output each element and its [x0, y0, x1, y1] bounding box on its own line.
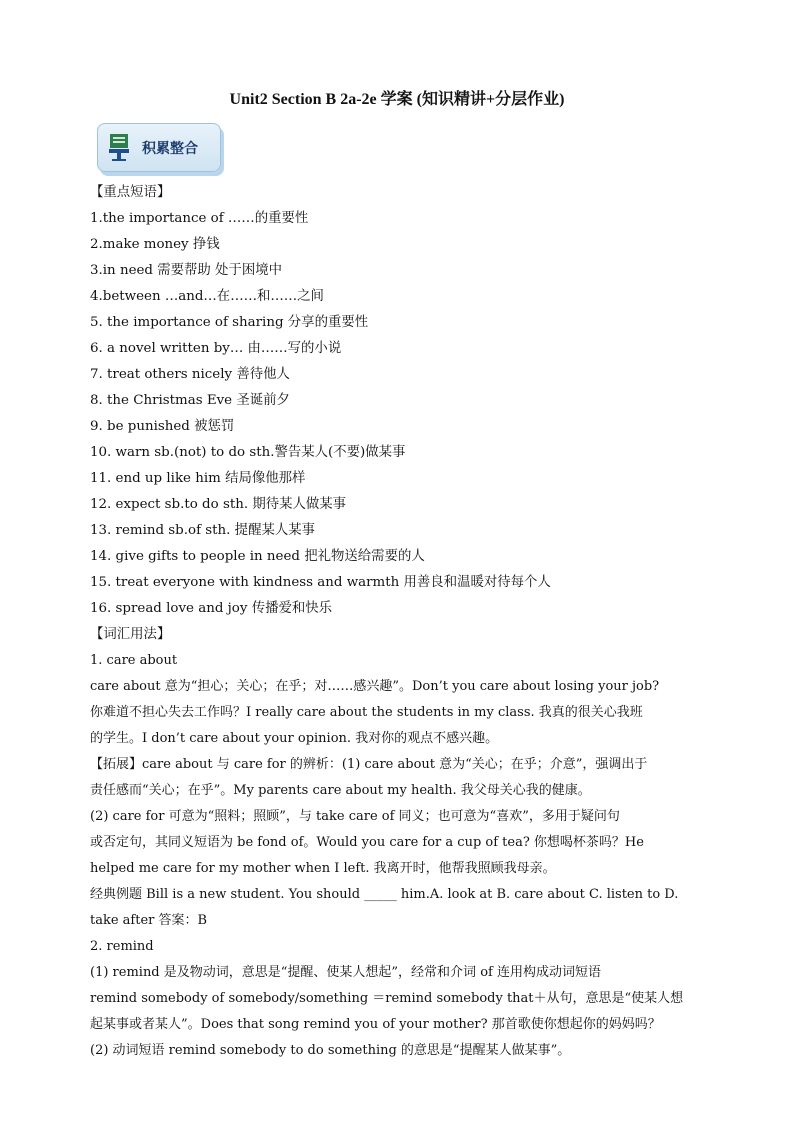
section-heading-vocab: 【词汇用法】 [90, 627, 171, 642]
vocab-line: (2) care for 可意为“照料；照顾”，与 take care of 同义；也可意为“喜欢”，多用于疑问句 [90, 809, 620, 824]
vocab-line: 经典例题 Bill is a new student. You should _____ him.A. look at B. care about C. listen to D. [90, 887, 679, 902]
document-body [90, 180, 710, 1064]
phrase-item: 1.the importance of ……的重要性 [90, 211, 309, 226]
phrase-item: 16. spread love and joy 传播爱和快乐 [90, 601, 333, 616]
vocab-line: remind somebody of somebody/something ＝remind somebody that＋从句，意思是“使某人想 [90, 991, 684, 1006]
phrase-item: 6. a novel written by… 由……写的小说 [90, 341, 342, 356]
vocab-line: 你难道不担心失去工作吗？I really care about the students in my class. 我真的很关心我班 [90, 705, 643, 720]
phrase-item: 11. end up like him 结局像他那样 [90, 471, 306, 486]
phrase-item: 8. the Christmas Eve 圣诞前夕 [90, 393, 290, 408]
vocab-line: take after 答案：B [90, 913, 208, 928]
vocab-line: 的学生。I don’t care about your opinion. 我对你的观点不感兴趣。 [90, 731, 499, 746]
phrase-item: 14. give gifts to people in need 把礼物送给需要的人 [90, 549, 425, 564]
page-title: Unit2 Section B 2a-2e 学案 (知识精讲+分层作业) [229, 91, 565, 108]
vocab-notes [90, 648, 710, 1064]
phrase-item: 9. be punished 被惩罚 [90, 419, 235, 434]
phrase-item: 15. treat everyone with kindness and warmth 用善良和温暖对待每个人 [90, 575, 551, 590]
phrase-item: 10. warn sb.(not) to do sth.警告某人(不要)做某事 [90, 445, 406, 460]
phrase-item: 13. remind sb.of sth. 提醒某人某事 [90, 523, 316, 538]
vocab-line: (2) 动词短语 remind somebody to do something 的意思是“提醒某人做某事”。 [90, 1043, 571, 1058]
vocab-line: helped me care for my mother when I left. 我离开时，他帮我照顾我母亲。 [90, 861, 556, 876]
phrase-item: 2.make money 挣钱 [90, 237, 220, 252]
vocab-line: 2. remind [90, 939, 154, 954]
phrase-item: 12. expect sb.to do sth. 期待某人做某事 [90, 497, 347, 512]
section-heading-phrases: 【重点短语】 [90, 185, 171, 200]
book-on-stand-icon [106, 132, 132, 162]
vocab-line: 责任感而“关心；在乎”。My parents care about my health. 我父母关心我的健康。 [90, 783, 591, 798]
phrase-item: 4.between …and…在……和……之间 [90, 289, 324, 304]
phrase-item: 3.in need 需要帮助 处于困境中 [90, 263, 283, 278]
vocab-line: care about 意为“担心；关心；在乎；对……感兴趣”。Don’t you care about losing your job? [90, 679, 660, 694]
badge-label: 积累整合 [142, 141, 198, 157]
vocab-line: 起某事或者某人”。Does that song remind you of your mother? 那首歌使你想起你的妈妈吗？ [90, 1017, 661, 1032]
phrase-item: 5. the importance of sharing 分享的重要性 [90, 315, 369, 330]
vocab-line: (1) remind 是及物动词，意思是“提醒、使某人想起”，经常和介词 of 连用构成动词短语 [90, 965, 601, 980]
phrase-list [90, 206, 710, 622]
section-badge [97, 123, 221, 172]
vocab-line: 或否定句，其同义短语为 be fond of。Would you care for a cup of tea? 你想喝杯茶吗？He [90, 835, 644, 850]
phrase-item: 7. treat others nicely 善待他人 [90, 367, 290, 382]
vocab-line: 1. care about [90, 653, 178, 668]
vocab-line: 【拓展】care about 与 care for 的辨析：(1) care about 意为“关心；在乎；介意”，强调出于 [90, 757, 648, 772]
